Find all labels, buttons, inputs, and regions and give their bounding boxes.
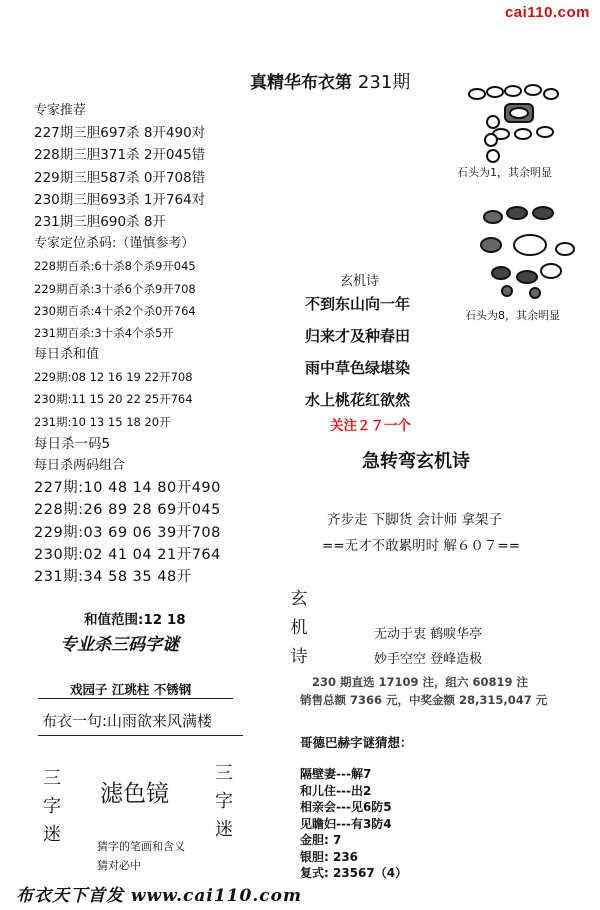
poem-line: 归来才及种春田 xyxy=(305,327,411,345)
xuanji-char: 机 xyxy=(290,618,308,638)
yima-line: 每日杀一码5 xyxy=(34,435,111,452)
expert-line: 228期三胆371杀 2开045错 xyxy=(34,147,206,164)
stat-line: 销售总额 7366 元，中奖金额 28,315,047 元 xyxy=(300,693,548,707)
liangma-line: 230期:02 41 04 21开764 xyxy=(34,546,221,563)
dingwei-heading: 专家定位杀码:（谨慎参考） xyxy=(34,236,195,252)
puzzle-line: 相亲会---见6防5 xyxy=(300,800,392,814)
puzzle-line: 金胆: 7 xyxy=(300,833,342,847)
focus-note: 关注２７一个 xyxy=(330,418,411,434)
sanzimi-char: 字 xyxy=(215,791,233,812)
site-logo: cai110.com xyxy=(504,4,590,21)
divider xyxy=(38,698,233,699)
liangma-line: 231期:34 58 35 48开 xyxy=(34,568,192,585)
poem-block xyxy=(305,288,410,416)
xuanji-char: 玄 xyxy=(290,589,308,609)
sanzimi-left xyxy=(40,765,64,849)
puzzle-line: 复式: 23567（4） xyxy=(300,866,408,880)
puzzle-line: 银胆: 236 xyxy=(300,849,359,864)
stone-figure-one xyxy=(455,82,580,167)
puzzle-line: 见瞻妇---有3防4 xyxy=(300,816,392,831)
sanzimi-char: 三 xyxy=(215,763,233,784)
poem-line: 水上桃花红欲然 xyxy=(305,391,411,409)
wucai-line: ==无才不敢累明时 解６０７== xyxy=(322,538,521,554)
stone8-caption: 石头为8，其余明显 xyxy=(465,309,560,322)
xiyuan-line: 戏园子 江珧柱 不锈钢 xyxy=(70,682,192,697)
liangma-line: 229期:03 69 06 39开708 xyxy=(34,524,221,541)
xuanji-char: 诗 xyxy=(290,647,308,667)
jizhuan-title: 急转弯玄机诗 xyxy=(362,451,470,472)
miaoshou-line: 妙手空空 登峰造极 xyxy=(374,652,483,667)
dingwei-line: 228期百杀:6十杀8个杀9开045 xyxy=(34,259,196,274)
expert-line: 230期三胆693杀 1开764对 xyxy=(34,191,206,208)
poem-line: 不到东山向一年 xyxy=(305,295,411,313)
hezhi-heading: 每日杀和值 xyxy=(34,347,100,363)
title-issue: 231期 xyxy=(357,72,411,93)
sanzimi-char: 字 xyxy=(43,796,61,817)
lvsejing: 滤色镜 xyxy=(100,781,169,807)
hint-line: 猜对必中 xyxy=(97,859,141,872)
hezhi-line: 229期:08 12 16 19 22开708 xyxy=(34,370,193,385)
title-text: 真精华布衣第 xyxy=(250,73,352,93)
footer-banner: 布衣天下首发 www.cai110.com xyxy=(16,886,302,906)
xuanji-vertical xyxy=(286,585,312,672)
stat-line: 230 期直选 17109 注，组六 60819 注 xyxy=(312,675,529,689)
liangma-line: 227期:10 48 14 80开490 xyxy=(34,480,221,497)
dingwei-line: 231期百杀:3十杀4个杀5开 xyxy=(34,325,174,340)
wudong-line: 无动于衷 鹤唳华亭 xyxy=(374,627,483,642)
poem-line: 雨中草色绿堪染 xyxy=(305,359,411,377)
divider xyxy=(38,735,243,736)
hezhi-line: 230期:11 15 20 22 25开764 xyxy=(34,392,193,407)
sanma-title: 专业杀三码字谜 xyxy=(60,635,179,655)
xuanji-heading: 玄机诗 xyxy=(340,274,380,289)
stone1-caption: 石头为1，其余明显 xyxy=(457,166,552,179)
expert-line: 229期三胆587杀 0开708错 xyxy=(34,169,206,186)
gedebahe-heading: 哥德巴赫字谜猜想： xyxy=(300,735,413,750)
buyi-yiju: 布衣一句:山雨欲来风满楼 xyxy=(42,712,213,730)
expert-line: 231期三胆690杀 8开 xyxy=(34,213,166,230)
qibu-line: 齐步走 下脚货 会计师 拿架子 xyxy=(327,512,502,528)
expert-heading: 专家推荐 xyxy=(34,103,87,118)
liangma-line: 228期:26 89 28 69开045 xyxy=(34,502,221,519)
hezhi-line: 231期:10 13 15 18 20开 xyxy=(34,414,171,429)
puzzle-line: 和儿住---出2 xyxy=(300,783,372,798)
sanzimi-char: 三 xyxy=(43,768,61,789)
expert-section xyxy=(34,100,221,588)
sanzimi-right xyxy=(212,760,236,844)
hint-line: 猜字的笔画和含义 xyxy=(97,840,185,853)
expert-line: 227期三胆697杀 8开490对 xyxy=(34,125,206,142)
hezhi-range: 和值范围:12 18 xyxy=(84,612,186,628)
sanzimi-char: 迷 xyxy=(215,819,233,840)
dingwei-line: 229期百杀:3十杀6个杀9开708 xyxy=(34,281,196,296)
sanzimi-char: 迷 xyxy=(43,824,61,845)
puzzle-block xyxy=(300,766,407,882)
page-title xyxy=(250,68,410,94)
puzzle-line: 隔壁妻---解7 xyxy=(300,767,372,781)
stone-figure-eight xyxy=(475,205,585,300)
dingwei-line: 230期百杀:4十杀2个杀0开764 xyxy=(34,303,196,318)
liangma-heading: 每日杀两码组合 xyxy=(34,458,126,473)
